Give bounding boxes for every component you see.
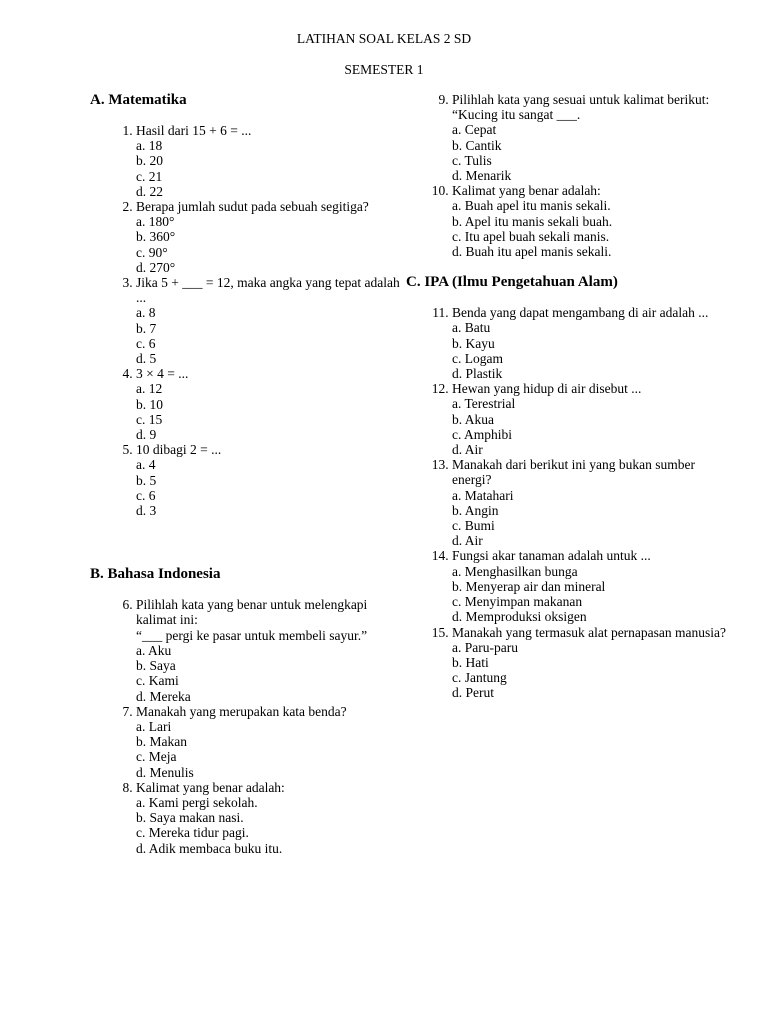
option: d. 9	[136, 427, 157, 443]
option: a. 4	[136, 457, 156, 473]
option: b. Hati	[452, 654, 489, 670]
section-heading-ipa: C. IPA (Ilmu Pengetahuan Alam)	[406, 274, 618, 291]
option: b. Kayu	[452, 335, 495, 351]
question-8: 8. Kalimat yang benar adalah: a. Kami pergi sekolah. b. Saya makan nasi. c. Mereka tidur pagi. d. Adik membaca buku itu.	[136, 780, 410, 856]
right-column	[406, 91, 726, 701]
option: a. Cepat	[452, 122, 497, 138]
question-list-bahasa-right	[406, 92, 726, 259]
option: a. Buah apel itu manis sekali.	[452, 198, 611, 214]
question-5: 5. 10 dibagi 2 = ... a. 4 b. 5 c. 6 d. 3	[136, 442, 410, 518]
question-15: 15. Manakah yang termasuk alat pernapasan manusia? a. Paru-paru b. Hati c. Jantung d. Perut	[452, 625, 726, 701]
question-9: 9. Pilihlah kata yang sesuai untuk kalimat berikut: “Kucing itu sangat ___. a. Cepat b. Cantik c. Tulis d. Menarik	[452, 92, 726, 183]
section-heading-bahasa-indonesia: B. Bahasa Indonesia	[90, 566, 221, 583]
question-quote: “Kucing itu sangat ___.	[452, 107, 581, 123]
option: d. 22	[136, 183, 163, 199]
option: b. 10	[136, 396, 163, 412]
option: d. Adik membaca buku itu.	[136, 840, 283, 856]
option: a. Kami pergi sekolah.	[136, 794, 258, 810]
question-3: 3. Jika 5 + ___ = 12, maka angka yang tepat adalah ... a. 8 b. 7 c. 6 d. 5	[136, 275, 410, 366]
option: a. 180°	[136, 214, 175, 230]
option: c. Jantung	[452, 670, 507, 686]
option: a. Matahari	[452, 487, 514, 503]
question-list-matematika	[90, 123, 410, 518]
question-list-bahasa-left	[90, 597, 410, 855]
option: d. Mereka	[136, 688, 191, 704]
option: c. 6	[136, 487, 156, 503]
option: b. Menyerap air dan mineral	[452, 578, 606, 594]
document-title: LATIHAN SOAL KELAS 2 SD	[296, 31, 472, 46]
question-quote: “___ pergi ke pasar untuk membeli sayur.”	[136, 627, 368, 643]
option: d. 3	[136, 503, 157, 519]
question-1: 1. Hasil dari 15 + 6 = ... a. 18 b. 20 c. 21 d. 22	[136, 123, 410, 199]
option: b. 5	[136, 472, 157, 488]
option: a. Lari	[136, 718, 172, 734]
option: d. Plastik	[452, 366, 503, 382]
question-2: 2. Berapa jumlah sudut pada sebuah segitiga? a. 180° b. 360° c. 90° d. 270°	[136, 199, 410, 275]
option: c. Bumi	[452, 518, 495, 534]
question-13: 13. Manakah dari berikut ini yang bukan sumber energi? a. Matahari b. Angin c. Bumi d. Air	[452, 457, 726, 548]
option: c. Logam	[452, 350, 503, 366]
option: a. Menghasilkan bunga	[452, 563, 578, 579]
option: c. Itu apel buah sekali manis.	[452, 228, 610, 244]
question-6: 6. Pilihlah kata yang benar untuk melengkapi kalimat ini: “___ pergi ke pasar untuk membeli sayur.” a. Aku b. Saya c. Kami d. Mereka	[136, 597, 410, 703]
option: c. Mereka tidur pagi.	[136, 825, 249, 841]
option: d. Memproduksi oksigen	[452, 609, 587, 625]
option: c. Menyimpan makanan	[452, 594, 583, 610]
option: c. 21	[136, 168, 163, 184]
option: d. Air	[452, 533, 483, 549]
section-heading-matematika: A. Matematika	[90, 92, 187, 108]
option: b. Apel itu manis sekali buah.	[452, 213, 613, 229]
option: d. Air	[452, 442, 483, 458]
option: c. Tulis	[452, 152, 492, 168]
left-column	[90, 91, 410, 856]
option: c. 15	[136, 411, 163, 427]
option: b. 20	[136, 153, 163, 169]
option: b. Angin	[452, 502, 499, 518]
question-12: 12. Hewan yang hidup di air disebut ... a. Terestrial b. Akua c. Amphibi d. Air	[452, 381, 726, 457]
option: d. 270°	[136, 259, 176, 275]
option: d. Buah itu apel manis sekali.	[452, 244, 612, 260]
question-10: 10. Kalimat yang benar adalah: a. Buah apel itu manis sekali. b. Apel itu manis sekali buah. c. Itu apel buah sekali manis. d. Buah itu apel manis sekali.	[452, 183, 726, 259]
question-11: 11. Benda yang dapat mengambang di air adalah ... a. Batu b. Kayu c. Logam d. Plastik	[452, 305, 726, 381]
option: b. 7	[136, 320, 157, 336]
option: a. Terestrial	[452, 396, 516, 412]
option: a. 8	[136, 305, 156, 321]
option: a. Aku	[136, 642, 172, 658]
document-subtitle: SEMESTER 1	[344, 62, 424, 77]
option: a. 18	[136, 138, 163, 154]
option: c. Kami	[136, 673, 179, 689]
option: d. Menulis	[136, 764, 194, 780]
option: a. Paru-paru	[452, 639, 518, 655]
option: b. 360°	[136, 229, 176, 245]
option: d. Menarik	[452, 168, 512, 184]
option: b. Makan	[136, 734, 187, 750]
option: d. Perut	[452, 685, 494, 701]
option: a. Batu	[452, 320, 491, 336]
option: d. 5	[136, 351, 157, 367]
question-list-ipa	[406, 305, 726, 700]
question-4: 4. 3 × 4 = ... a. 12 b. 10 c. 15 d. 9	[136, 366, 410, 442]
option: a. 12	[136, 381, 163, 397]
option: b. Akua	[452, 411, 494, 427]
option: c. Amphibi	[452, 426, 512, 442]
option: c. Meja	[136, 749, 177, 765]
option: b. Saya	[136, 658, 176, 674]
option: b. Saya makan nasi.	[136, 810, 244, 826]
option: c. 6	[136, 335, 156, 351]
question-7: 7. Manakah yang merupakan kata benda? a. Lari b. Makan c. Meja d. Menulis	[136, 704, 410, 780]
question-14: 14. Fungsi akar tanaman adalah untuk ... a. Menghasilkan bunga b. Menyerap air dan mineral c. Menyimpan makanan d. Memproduksi oksigen	[452, 548, 726, 624]
option: c. 90°	[136, 244, 168, 260]
option: b. Cantik	[452, 137, 502, 153]
